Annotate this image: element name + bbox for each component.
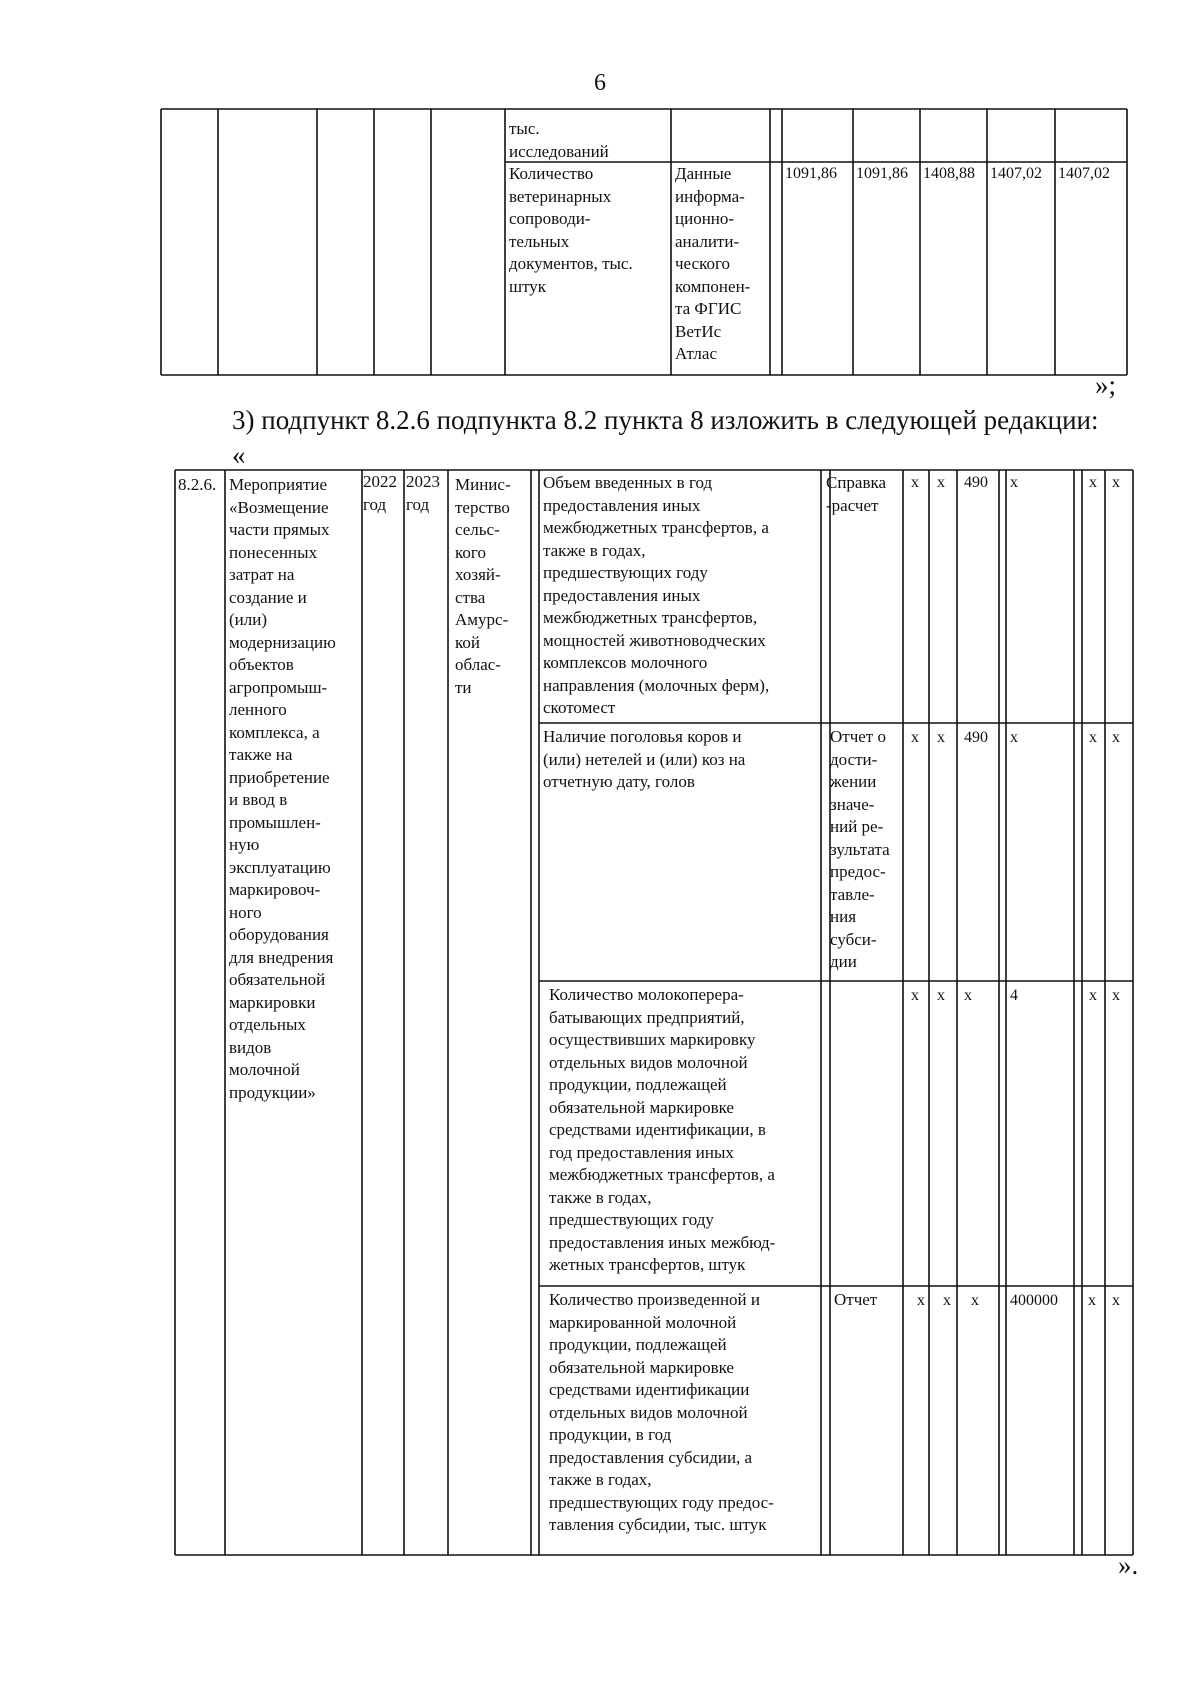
table-2-row-1-value-4: х bbox=[1010, 474, 1018, 491]
table-2-row-2-source: Отчет о дости- жении значе- ний ре- зультата предос- тавле- ния субси- дии bbox=[830, 727, 890, 971]
table-2-row-3-value-1: х bbox=[911, 987, 919, 1004]
table-2-row-3-indicator: Количество молокоперера- батывающих предприятий, осуществивших маркировку отдельных видов молочной продукции, подлежащей обязательной маркировке средствами идентификации, в год предоставления иных межбюджетных трансфертов, а также в годах, предшествующих году предоставления иных межбюд- жетных трансфертов, штук bbox=[549, 985, 776, 1274]
table-2-row-1-value-6: х bbox=[1089, 474, 1097, 491]
table-2-row-2-value-3: 490 bbox=[964, 729, 988, 746]
table-1-indicator-prev: тыс. исследований bbox=[509, 119, 609, 161]
table-2-year-start: 2022 год bbox=[363, 472, 397, 514]
table-2-row-4-value-1: х bbox=[917, 1292, 925, 1309]
table-2-row-1-source: Справка -расчет bbox=[826, 473, 887, 515]
table-2-row-4-value-6: х bbox=[1088, 1292, 1096, 1309]
table-2-row-1-value-2: х bbox=[937, 474, 945, 491]
closing-quote-2: ». bbox=[1118, 1550, 1139, 1580]
table-2-measure: Мероприятие «Возмещение части прямых понесенных затрат на создание и (или) модернизацию объектов агропромыш- ленного комплекса, а также на приобретение и ввод в промышлен- ную эксплуатацию маркировоч- ного оборудования для внедрения обязательной маркировки отдельных видов молочной продукции» bbox=[229, 475, 336, 1102]
table-1-value-2: 1091,86 bbox=[856, 165, 908, 182]
table-2-row-2-value-6: х bbox=[1089, 729, 1097, 746]
table-2-row-2-value-4: х bbox=[1010, 729, 1018, 746]
table-2-executor: Минис- терство сельс- кого хозяй- ства Амурс- кой облас- ти bbox=[455, 475, 511, 697]
table-2-code: 8.2.6. bbox=[178, 475, 217, 494]
table-2-row-4-value-3: х bbox=[971, 1292, 979, 1309]
table-2-row-2-value-7: х bbox=[1112, 729, 1120, 746]
opening-quote: « bbox=[232, 440, 246, 470]
table-2-row-1-value-7: х bbox=[1112, 474, 1120, 491]
table-2-row-3-value-5: 4 bbox=[1010, 987, 1018, 1004]
table-1-value-3: 1408,88 bbox=[923, 165, 975, 182]
table-2-row-3-value-3: х bbox=[964, 987, 972, 1004]
amendment-lead-text: 3) подпункт 8.2.6 подпункта 8.2 пункта 8 изложить в следующей редакции: bbox=[232, 405, 1099, 435]
table-1-value-4: 1407,02 bbox=[990, 165, 1042, 182]
table-1-indicator: Количество ветеринарных сопроводи- тельных документов, тыс. штук bbox=[509, 164, 633, 296]
table-2-row-4-indicator: Количество произведенной и маркированной молочной продукции, подлежащей обязательной маркировке средствами идентификации отдельных видов молочной продукции, в год предоставления субсидии, а также в годах, предшествующих году предос- тавления субсидии, тыс. штук bbox=[549, 1290, 774, 1534]
table-1-value-1: 1091,86 bbox=[785, 165, 837, 182]
table-2-row-3-value-2: х bbox=[937, 987, 945, 1004]
table-2-row-1-value-3: 490 bbox=[964, 474, 988, 491]
table-2-row-3-value-6: х bbox=[1089, 987, 1097, 1004]
closing-quote-1: »; bbox=[1095, 370, 1117, 400]
table-2-row-4-value-7: х bbox=[1112, 1292, 1120, 1309]
table-2-year-end: 2023 год bbox=[406, 472, 440, 514]
table-2-row-4-source: Отчет bbox=[834, 1290, 878, 1309]
table-2-row-2-value-1: х bbox=[911, 729, 919, 746]
table-2-row-2-indicator: Наличие поголовья коров и (или) нетелей и (или) коз на отчетную дату, голов bbox=[543, 727, 746, 791]
table-2-row-4-value-2: х bbox=[943, 1292, 951, 1309]
table-2-row-4-value-5: 400000 bbox=[1010, 1292, 1058, 1309]
table-2-row-3-value-7: х bbox=[1112, 987, 1120, 1004]
table-2-row-2-value-2: х bbox=[937, 729, 945, 746]
table-1-source: Данные информа- ционно- аналити- ческого компонен- та ФГИС ВетИс Атлас bbox=[675, 164, 751, 363]
table-1-value-5: 1407,02 bbox=[1058, 165, 1110, 182]
table-2-row-1-indicator: Объем введенных в год предоставления иных межбюджетных трансфертов, а также в годах, предшествующих году предоставления иных межбюджетных трансфертов, мощностей животноводческих комплексов молочного направления (молочных ферм), скотомест bbox=[543, 473, 770, 717]
page-number: 6 bbox=[594, 70, 606, 96]
table-2-row-1-value-1: х bbox=[911, 474, 919, 491]
